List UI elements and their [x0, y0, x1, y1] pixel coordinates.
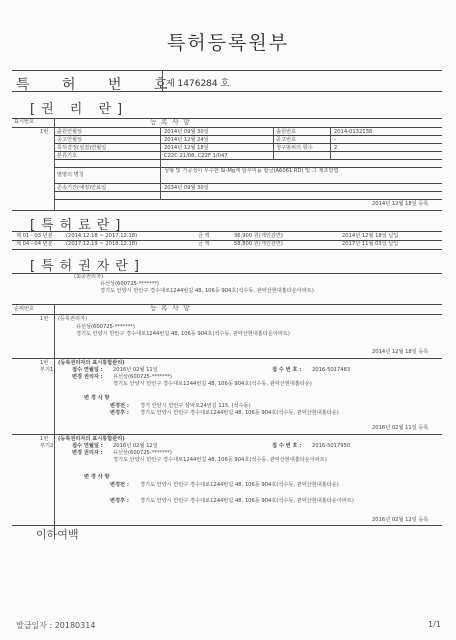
divider: [54, 304, 55, 536]
fee-amount: 36,900 원(개인감면): [234, 233, 283, 239]
divider: [12, 91, 442, 92]
after-value: 경기도 안양시 만안구 경수대로1244번길 48, 106동 904호(석수동, 관악산현대홈타운): [140, 410, 339, 416]
fee-paid-date: 2017년 11월 03일 납입: [342, 241, 399, 247]
before-label: 변경전 :: [110, 403, 129, 409]
fee-period: 제 01 - 03 년분: [16, 233, 53, 239]
value-classification: C22C 21/08, C22F 1/047: [164, 153, 228, 159]
rights-row-number: 1번: [40, 129, 49, 135]
divider: [12, 231, 442, 232]
patent-number-value: 제 1476284 호: [166, 79, 230, 89]
entry-number: 1번: [40, 436, 49, 442]
label-publication-number: 공고번호: [276, 137, 297, 143]
label-classification: 분류기호: [57, 153, 78, 159]
fee-dates: (2014.12.18 ~ 2017.12.18): [66, 233, 138, 239]
label-claim-count: 청구범위의 항수: [276, 145, 313, 151]
changes-label: 변 경 사 항: [84, 474, 110, 480]
before-label: 변경전 :: [110, 482, 129, 488]
label-application-date: 출원연월일: [57, 129, 83, 135]
fee-amount: 58,800 원(개인감면): [234, 241, 283, 247]
value-expiry-date: 2034년 09월 30일: [164, 185, 209, 191]
changed-holder-label: 변경 권리자 :: [72, 374, 103, 380]
divider: [12, 434, 442, 435]
final-holder-name: 유선상(600725-*******): [100, 281, 159, 287]
receipt-date: 2016년 02월 11일: [113, 367, 158, 373]
entry-holder-name: 유선상(600725-*******): [76, 324, 135, 330]
entry-sub-number: 부기1: [40, 367, 54, 373]
patent-number-label: 특 허 번 호: [16, 77, 182, 93]
value-application-number: 2014-0132138: [334, 129, 373, 135]
divider: [12, 314, 442, 315]
receipt-date-label: 접수 연월일 :: [72, 443, 103, 449]
issue-date: 발급일자 : 20180314: [16, 621, 96, 630]
before-value: 경기 안양시 만안구 삼막로24번길 115, (석수동): [140, 403, 251, 409]
value-application-date: 2014년 09월 30일: [164, 129, 209, 135]
receipt-date: 2016년 02월 12일: [113, 443, 158, 449]
rights-col-items: 등 록 사 항: [150, 118, 191, 126]
final-holder-address: 경기도 안양시 만안구 경수대로1244번길 48, 106동 904호(석수동, 관악산현대홈타운아파트): [100, 288, 314, 294]
receipt-number: 2016-5017483: [312, 367, 351, 373]
divider: [12, 70, 442, 71]
holder-col-items: 등 록 사 항: [150, 304, 191, 312]
divider: [12, 249, 442, 250]
value-claim-count: 2: [334, 145, 338, 151]
entry-title: (등록권리자의 표시통합관리): [58, 436, 125, 442]
holder-heading: [특허권자란]: [30, 259, 145, 274]
divider: [12, 118, 442, 119]
entry-title: (등록권리자의 표시통합관리): [58, 360, 125, 366]
entry-title: (등록권리자): [58, 316, 88, 322]
entry-registered-date: 2016년 02월 12일 등록: [372, 517, 429, 523]
entry-holder-address: 경기도 안양시 만안구 경수대로1244번길 48, 106동 904호(석수동, 관악산현대홈타운아파트): [76, 331, 290, 337]
receipt-number-label: 접 수 번 호 :: [272, 443, 302, 449]
fees-heading: [특허료란]: [30, 218, 127, 233]
divider: [12, 210, 442, 211]
receipt-number-label: 접 수 번 호 :: [272, 367, 302, 373]
changed-holder-address: 경기도 안양시 만안구 경수대로1244번길 48, 106동 904호(석수동, 관악산현대홈타운): [113, 381, 312, 387]
label-decision-date: 특허결정(심결)연월일: [57, 145, 107, 151]
changed-holder-address: 경기도 안양시 만안구 경수대로1244번길 48, 106동 904호(석수동, 관악산현대홈타운아파트): [113, 457, 327, 463]
value-decision-date: 2014년 12월 18일: [164, 145, 209, 151]
label-invention-title: 발명의 명칭: [57, 172, 84, 178]
blank-below-note: 이하여백: [36, 528, 79, 541]
label-expiry-date: 존속기간(예정)만료일: [57, 185, 107, 191]
label-application-number: 출원번호: [276, 129, 297, 135]
value-publication-number: -: [334, 137, 336, 143]
entry-number: 1번: [40, 360, 49, 366]
rights-registered-date: 2014년 12월 18일 등록: [372, 201, 429, 207]
fee-period: 제 04 - 04 년분: [16, 241, 53, 247]
fee-amount-label: 금 액: [198, 241, 210, 247]
page-number: 1/1: [428, 620, 441, 629]
value-publication-date: 2014년 12월 24일: [164, 137, 209, 143]
entry-number: 1번: [40, 316, 49, 322]
after-value: 경기도 안양시 만안구 경수대로1244번길 48, 106동 904호(석수동, 관악산현대홈타운아파트): [140, 498, 354, 504]
holder-col-number: 순위번호: [14, 306, 35, 312]
before-value: 경기도 안양시 만안구 경수대로1244번길 48, 106동 904호(석수동, 관악산현대홈타운): [140, 482, 339, 488]
value-invention-title: 성형 및 가공성이 우수한 Si-Mg계 알루미늄 합금(A6061 RD) 및 그 제조방법: [164, 168, 339, 174]
divider: [162, 70, 163, 91]
entry-registered-date: 2016년 02월 11일 등록: [372, 425, 429, 431]
divider: [12, 358, 442, 359]
receipt-number: 2016-5017950: [312, 443, 351, 449]
rights-col-number: 표시번호: [14, 119, 35, 125]
label-publication-date: 공고연월일: [57, 137, 83, 143]
entry-registered-date: 2014년 12월 18일 등록: [372, 349, 429, 355]
receipt-date-label: 접수 연월일 :: [72, 367, 103, 373]
changed-holder-label: 변경 권리자 :: [72, 450, 103, 456]
rights-heading: [권 리 란]: [30, 102, 129, 117]
entry-sub-number: 부기2: [40, 443, 54, 449]
changed-holder-name: 유선상(600725-*******): [113, 450, 172, 456]
fee-amount-label: 금 액: [198, 233, 210, 239]
final-holder-label: (최종권리자): [74, 274, 104, 280]
after-label: 변경후 :: [110, 410, 129, 416]
changed-holder-name: 유선상(600725-*******): [113, 374, 172, 380]
after-label: 변경후 :: [110, 498, 129, 504]
fee-dates: (2017.12.19 ~ 2018.12.18): [66, 241, 138, 247]
document-title: 특허등록원부: [166, 32, 290, 54]
fee-paid-date: 2014년 12월 18일 납입: [342, 233, 399, 239]
divider: [12, 127, 442, 128]
divider: [12, 304, 442, 305]
changes-label: 변 경 사 항: [84, 395, 110, 401]
divider: [54, 118, 55, 210]
